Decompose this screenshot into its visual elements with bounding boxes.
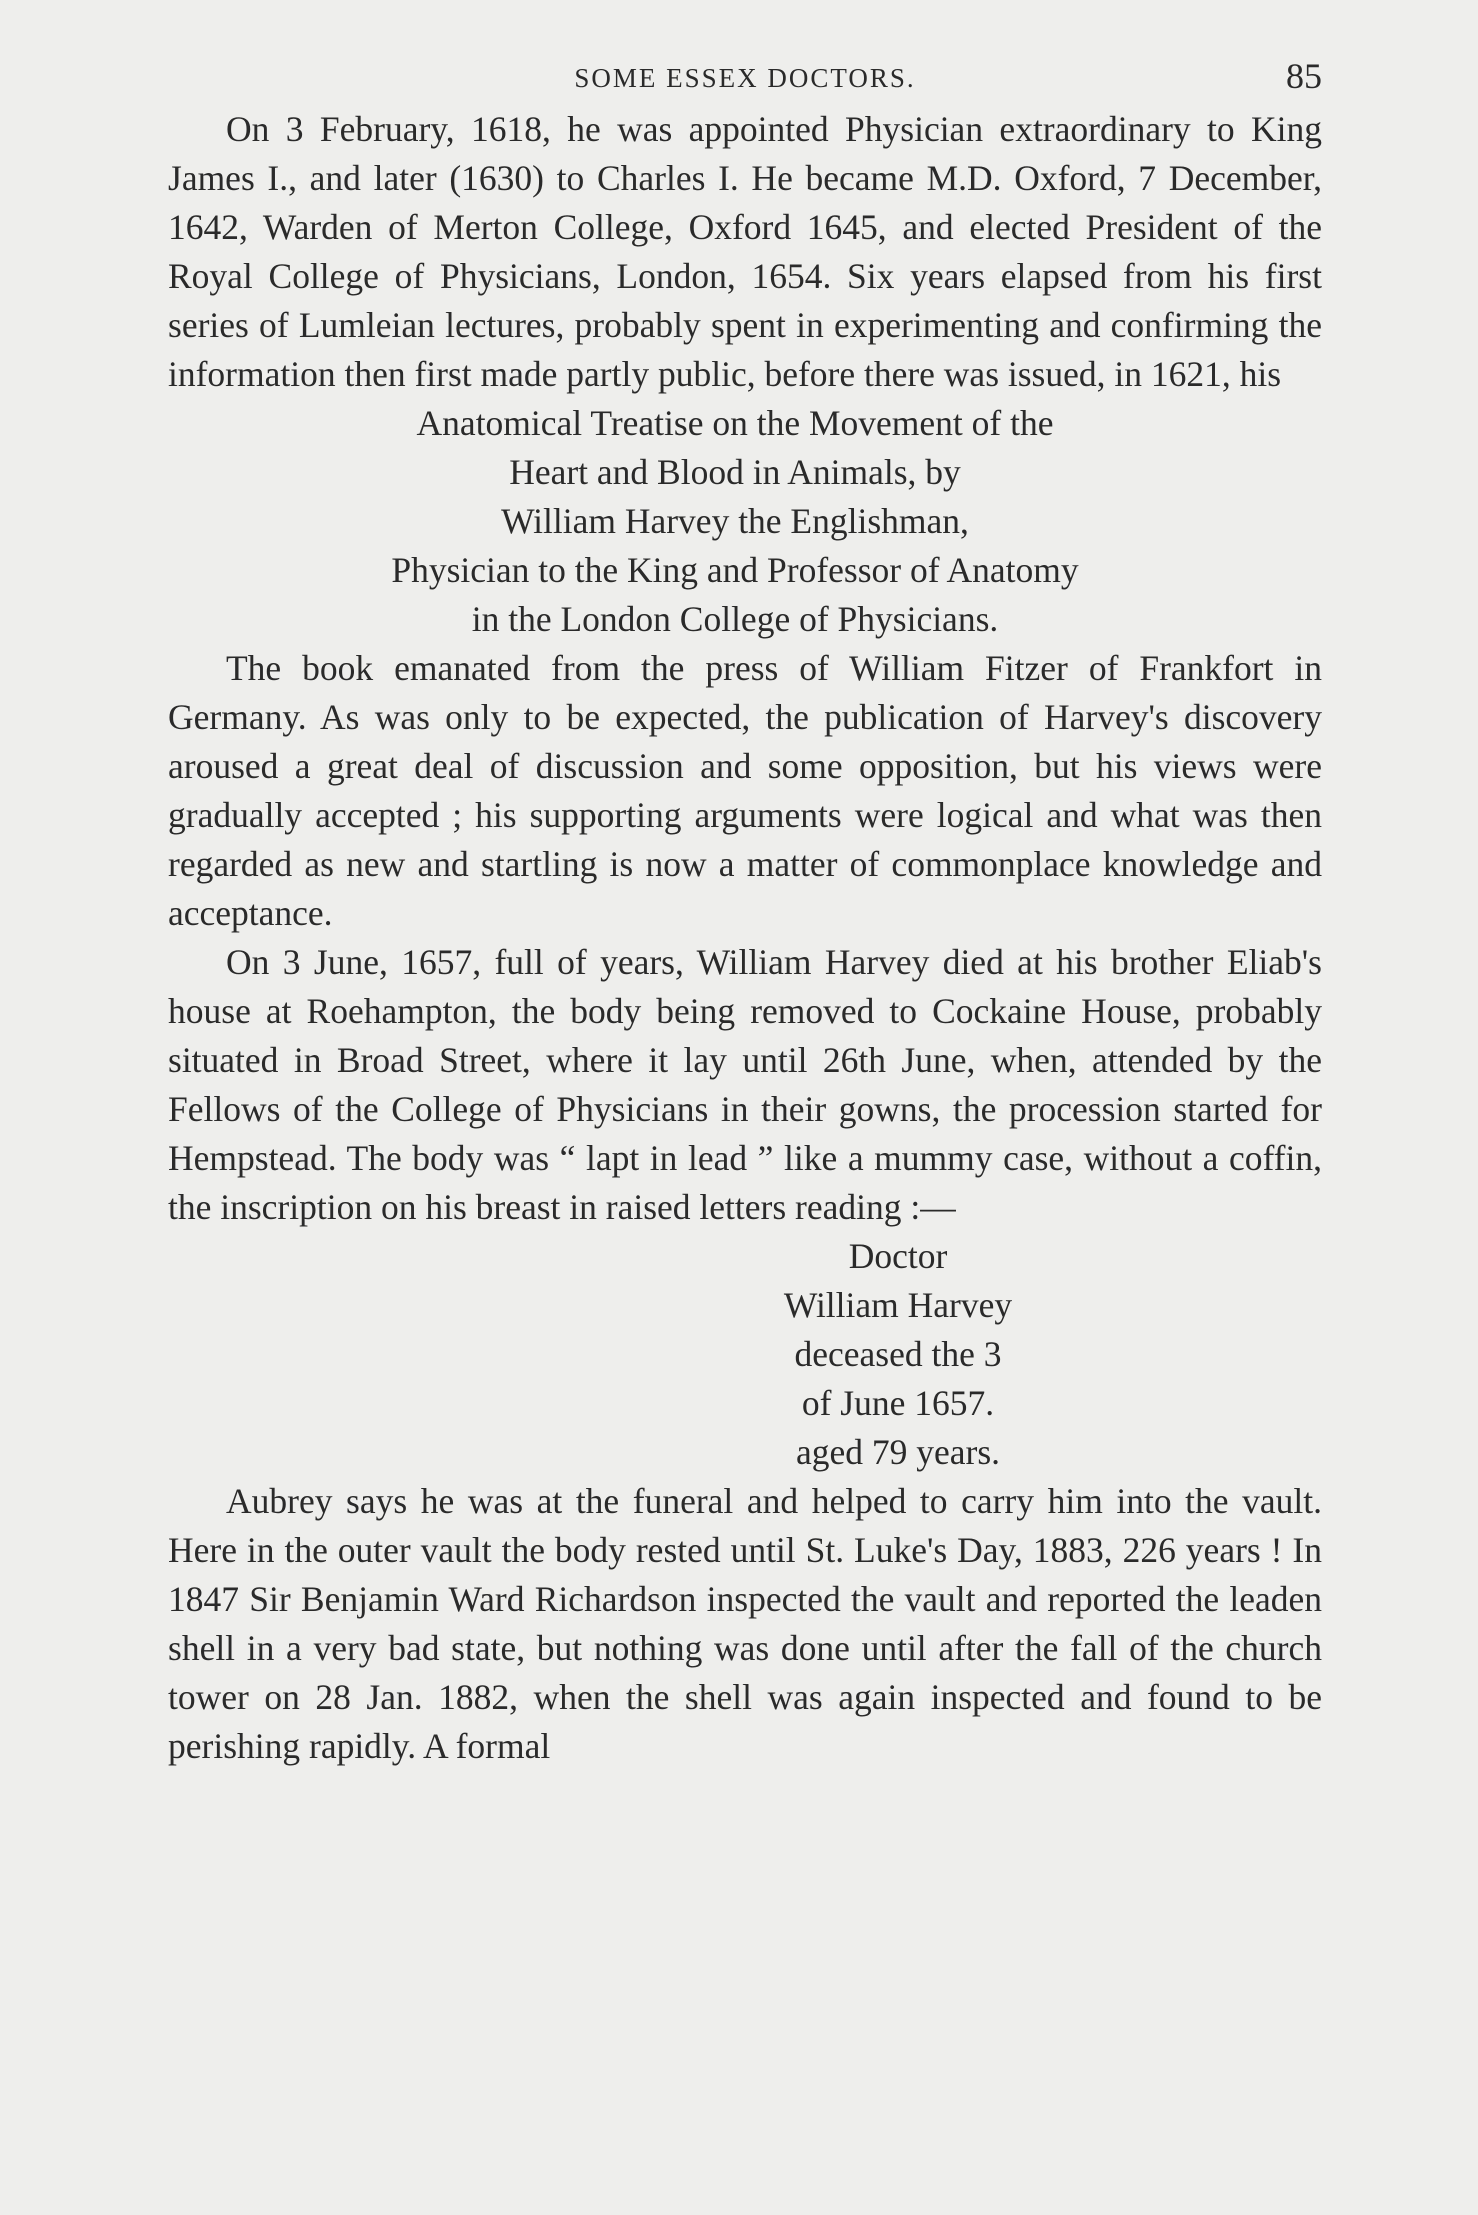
treatise-line: William Harvey the Englishman,: [501, 501, 969, 541]
inscription-line: of June 1657.: [801, 1383, 995, 1423]
book-page: [168, 55, 1322, 1771]
inscription-block: [168, 1232, 1322, 1477]
page-number: 85: [1286, 56, 1322, 96]
paragraph-death: On 3 June, 1657, full of years, William Harvey died at his brother Eliab's house at Roehampton, the body being removed to Cockaine House, probably situated in Broad Street, where it lay until 26th June, when, attended by the Fellows of the College of Physicians in their gowns, the procession started for Hempstead. The body was “ lapt in lead ” like a mummy case, without a coffin, the inscription on his breast in raised letters reading :—: [168, 942, 1322, 1227]
running-head: [168, 55, 1322, 105]
inscription-line: William Harvey: [783, 1285, 1013, 1325]
treatise-line: in the London College of Physicians.: [471, 599, 999, 639]
paragraph-publication: The book emanated from the press of William Fitzer of Frankfort in Germany. As was only to be expected, the publication of Harvey's discovery aroused a great deal of discussion and some opposition, but his views were gradually accepted ; his supporting arguments were logical and what was then regarded as new and startling is now a matter of commonplace knowledge and acceptance.: [168, 648, 1322, 933]
inscription-line: Doctor: [848, 1236, 948, 1276]
treatise-title-block: [148, 399, 1322, 644]
running-title: SOME ESSEX DOCTORS.: [574, 63, 916, 93]
treatise-line: Physician to the King and Professor of Anatomy: [391, 550, 1079, 590]
inscription-line: aged 79 years.: [795, 1432, 1001, 1472]
paragraph-funeral: Aubrey says he was at the funeral and helped to carry him into the vault. Here in the outer vault the body rested until St. Luke's Day, 1883, 226 years ! In 1847 Sir Benjamin Ward Richardson inspected the vault and reported the leaden shell in a very bad state, but nothing was done until after the fall of the church tower on 28 Jan. 1882, when the shell was again inspected and found to be perishing rapidly. A formal: [168, 1481, 1322, 1766]
inscription-line: deceased the 3: [794, 1334, 1002, 1374]
treatise-line: Anatomical Treatise on the Movement of the: [416, 403, 1054, 443]
paragraph-appointments: On 3 February, 1618, he was appointed Physician extraordinary to King James I., and later (1630) to Charles I. He became M.D. Oxford, 7 December, 1642, Warden of Merton College, Oxford 1645, and elected President of the Royal College of Physicians, London, 1654. Six years elapsed from his first series of Lumleian lectures, probably spent in experimenting and confirming the information then first made partly public, before there was issued, in 1621, his: [168, 109, 1322, 394]
treatise-line: Heart and Blood in Animals, by: [509, 452, 961, 492]
